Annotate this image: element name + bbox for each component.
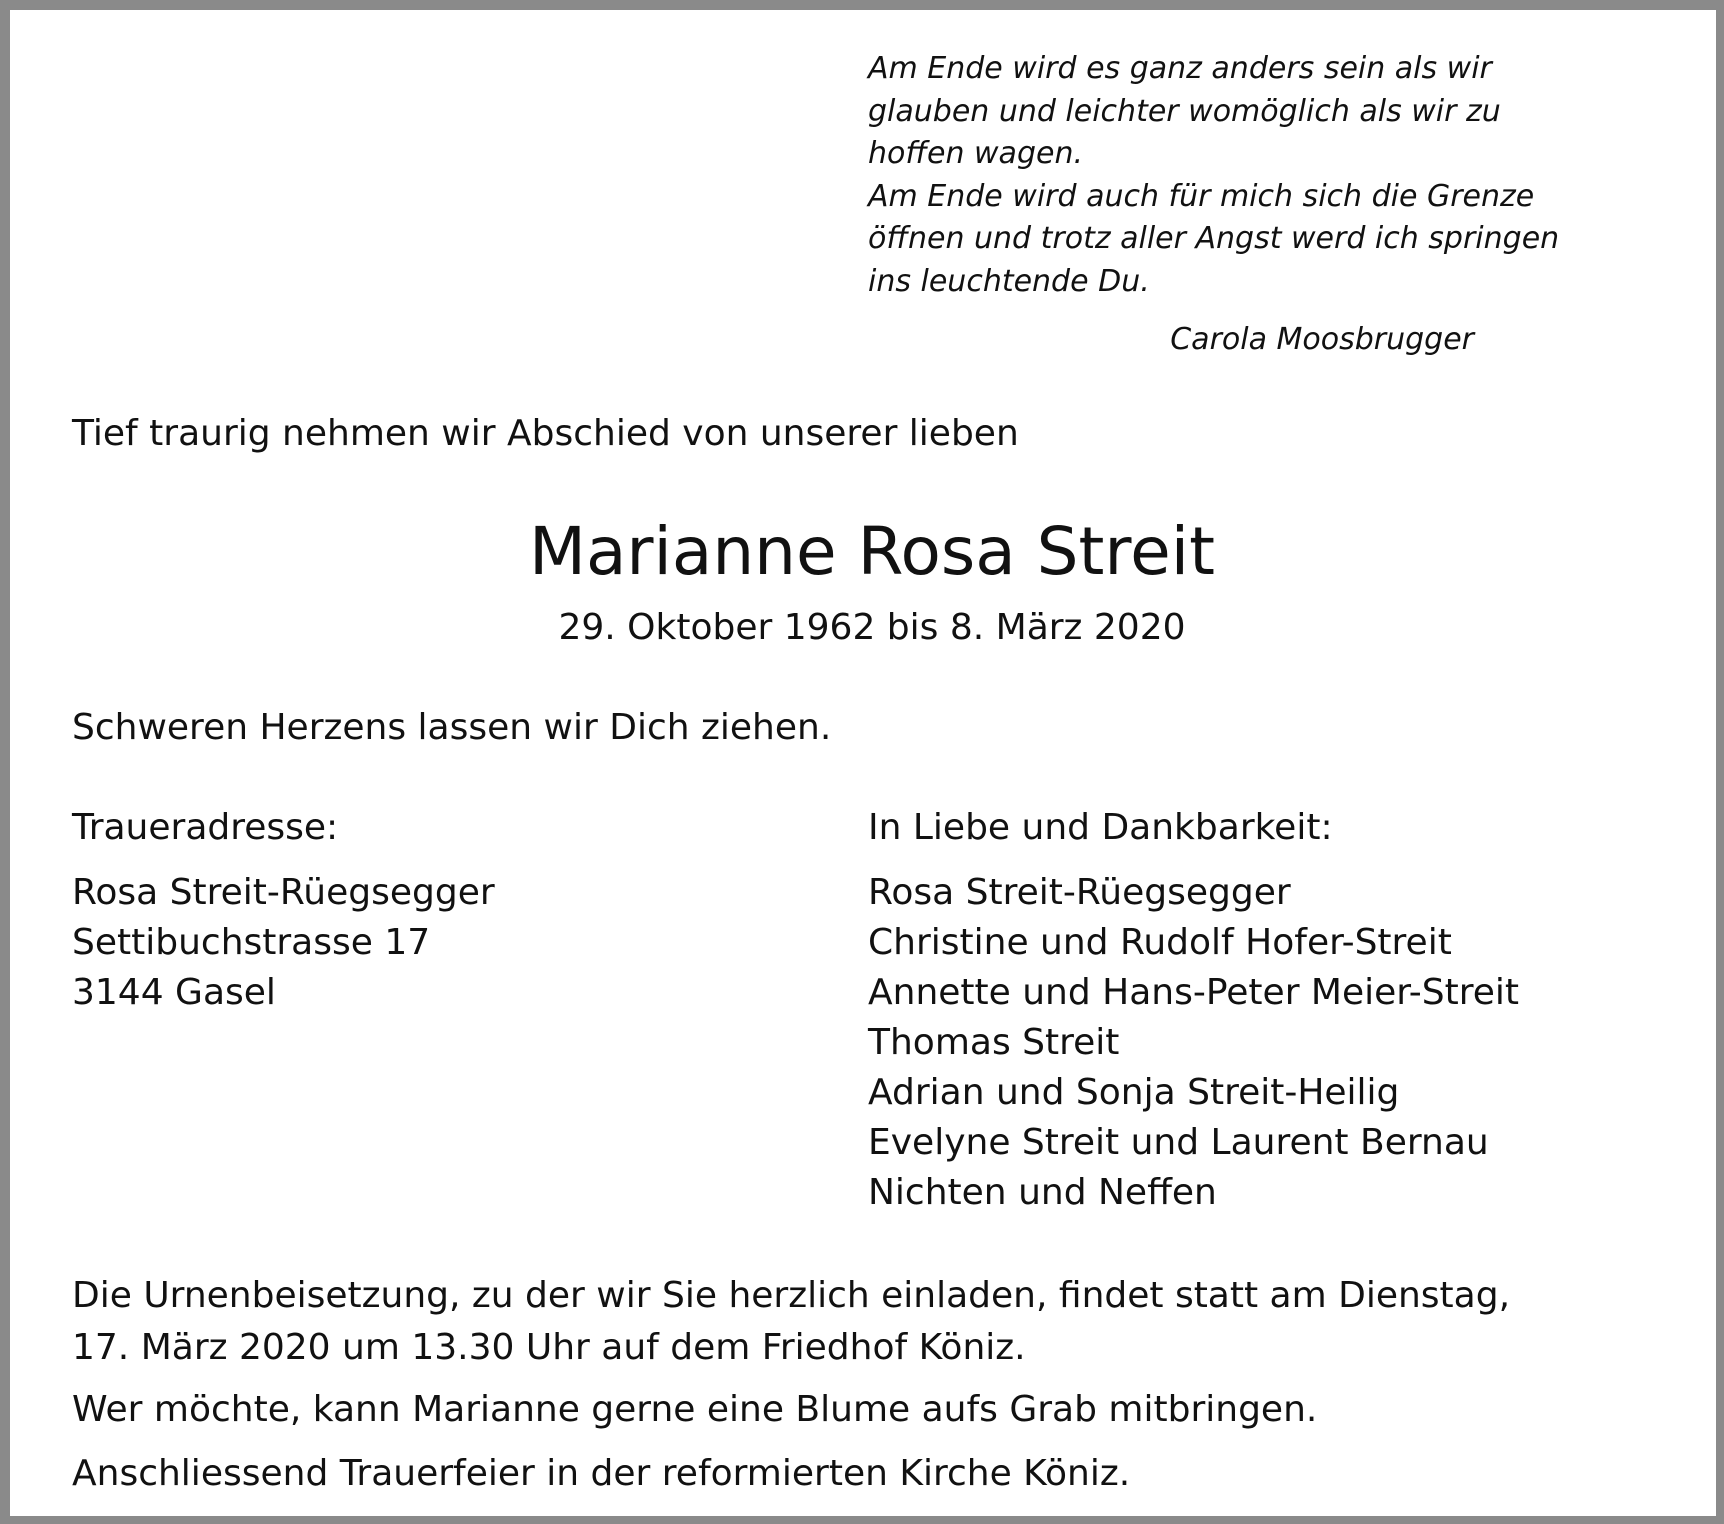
life-dates: 29. Oktober 1962 bis 8. März 2020 [558, 607, 1186, 648]
burial-notice [72, 1270, 1672, 1374]
family-member: Annette und Hans-Peter Meier-Streit [868, 972, 1520, 1013]
address-line: Rosa Streit-Rüegsegger [72, 872, 495, 913]
quote-line: ins leuchtende Du. [868, 263, 1150, 299]
quote-line: glauben und leichter womöglich als wir zu [868, 93, 1501, 129]
family-list [868, 868, 1519, 1218]
quote-author: Carola Moosbrugger [1170, 322, 1474, 357]
family-label: In Liebe und Dankbarkeit: [868, 807, 1333, 848]
ceremony-note: Anschliessend Trauerfeier in der reformierten Kirche Köniz. [72, 1453, 1131, 1494]
family-member: Rosa Streit-Rüegsegger [868, 872, 1291, 913]
address-line: Settibuchstrasse 17 [72, 922, 431, 963]
family-member: Evelyne Streit und Laurent Bernau [868, 1122, 1489, 1163]
quote-block [868, 48, 1628, 303]
address-line: 3144 Gasel [72, 972, 276, 1013]
family-member: Christine und Rudolf Hofer-Streit [868, 922, 1452, 963]
deceased-name: Marianne Rosa Streit [529, 513, 1215, 590]
farewell-text: Schweren Herzens lassen wir Dich ziehen. [72, 707, 832, 748]
flower-note: Wer möchte, kann Marianne gerne eine Blume aufs Grab mitbringen. [72, 1389, 1318, 1430]
family-member: Thomas Streit [868, 1022, 1120, 1063]
quote-line: hoffen wagen. [868, 136, 1083, 171]
address-label: Traueradresse: [72, 807, 339, 848]
quote-line: öffnen und trotz aller Angst werd ich springen [868, 221, 1560, 256]
notice-line: Die Urnenbeisetzung, zu der wir Sie herzlich einladen, findet statt am Dienstag, [72, 1275, 1511, 1316]
quote-line: Am Ende wird auch für mich sich die Grenze [868, 178, 1535, 214]
quote-line: Am Ende wird es ganz anders sein als wir [868, 51, 1492, 86]
intro-text: Tief traurig nehmen wir Abschied von unserer lieben [72, 413, 1019, 454]
address-block [72, 868, 495, 1018]
family-member: Adrian und Sonja Streit-Heilig [868, 1072, 1400, 1113]
notice-line: 17. März 2020 um 13.30 Uhr auf dem Friedhof Köniz. [72, 1327, 1026, 1368]
family-member: Nichten und Neffen [868, 1172, 1217, 1213]
